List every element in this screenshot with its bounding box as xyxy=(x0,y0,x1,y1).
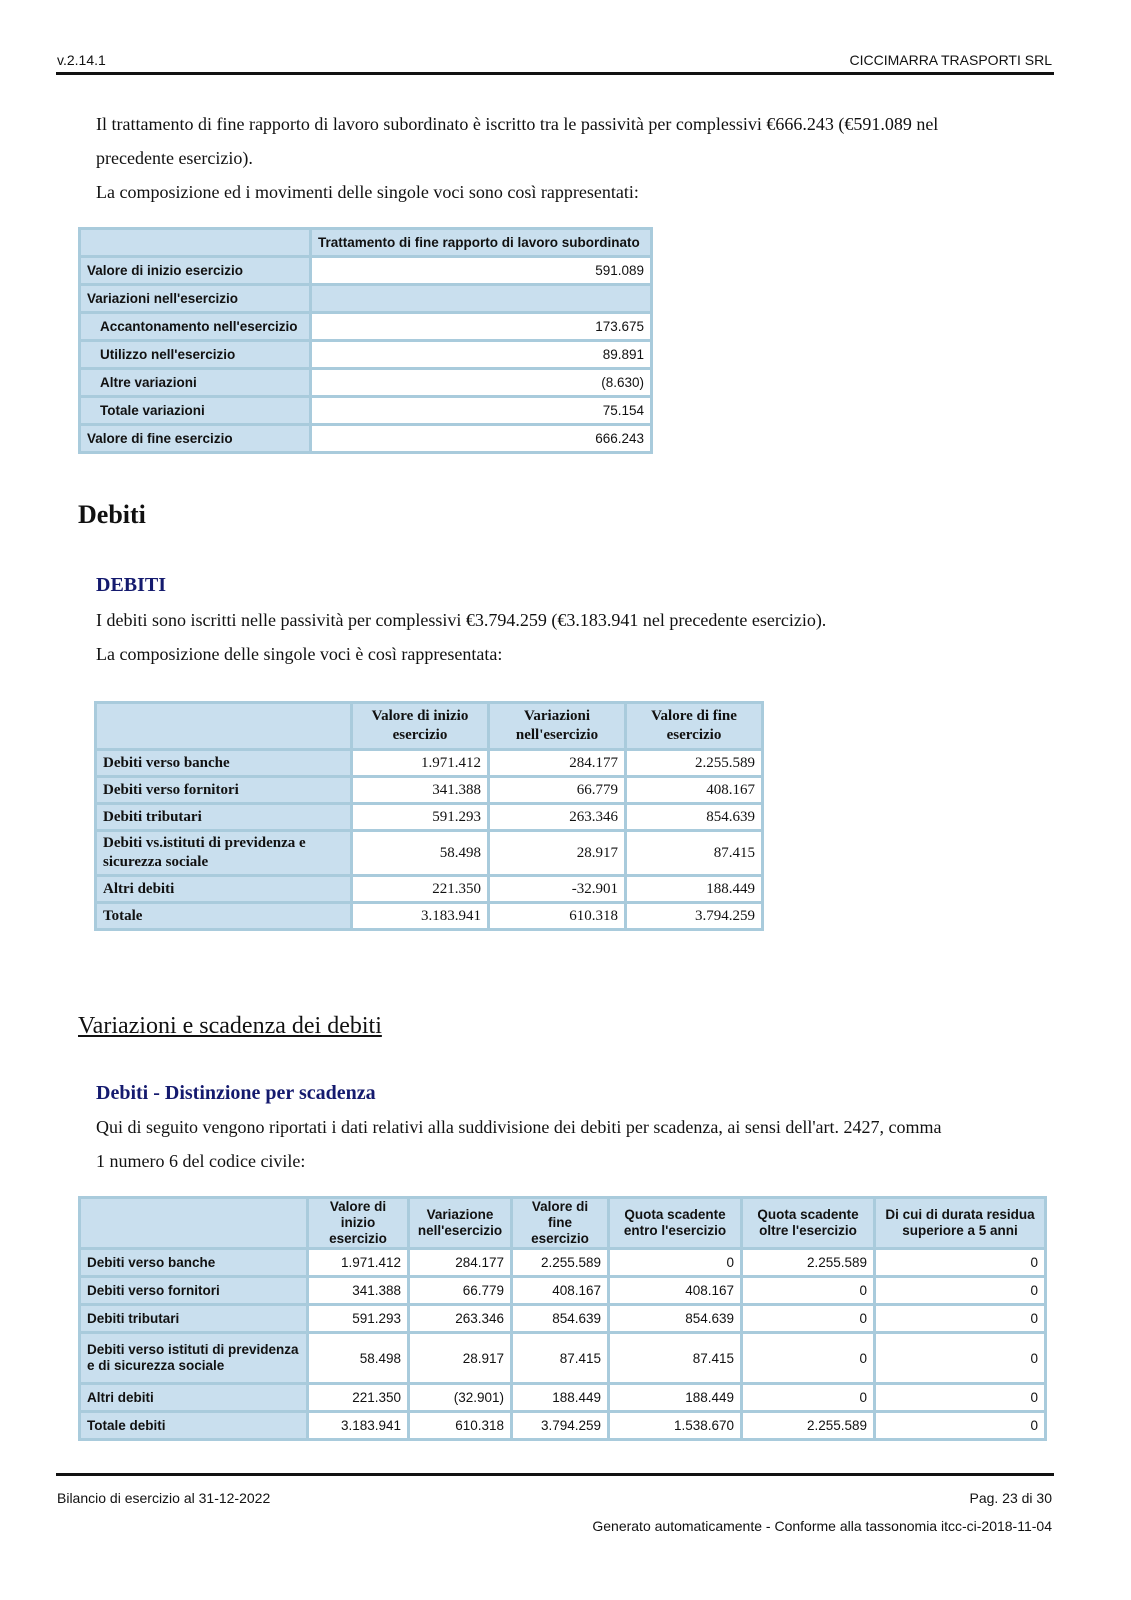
table-row xyxy=(80,1305,1046,1333)
cell: 341.388 xyxy=(308,1277,409,1305)
cell: 591.293 xyxy=(308,1305,409,1333)
subheading-debiti: DEBITI xyxy=(96,574,167,596)
row-label: Valore di fine esercizio xyxy=(80,425,311,453)
row-value: 75.154 xyxy=(311,397,652,425)
cell: 3.794.259 xyxy=(512,1412,609,1440)
table-row-total xyxy=(96,903,763,930)
row-value: 173.675 xyxy=(311,313,652,341)
cell: 1.538.670 xyxy=(609,1412,742,1440)
cell: 0 xyxy=(875,1305,1046,1333)
header-rule xyxy=(56,72,1054,75)
row-label: Totale debiti xyxy=(80,1412,308,1440)
cell: 188.449 xyxy=(609,1384,742,1412)
table-row xyxy=(80,397,652,425)
table-row xyxy=(80,257,652,285)
row-value: 666.243 xyxy=(311,425,652,453)
cell: 0 xyxy=(609,1249,742,1277)
table-row xyxy=(96,777,763,804)
cell: 3.794.259 xyxy=(626,903,763,930)
tfr-intro-line-1: Il trattamento di fine rapporto di lavoro subordinato è iscritto tra le passività per complessivi €666.243 (€591.089 nel xyxy=(96,114,939,134)
cell: 0 xyxy=(742,1333,875,1384)
cell: 0 xyxy=(742,1305,875,1333)
cell: 610.318 xyxy=(489,903,626,930)
table-row xyxy=(96,750,763,777)
tfr-intro xyxy=(96,107,1016,209)
table-row xyxy=(80,1277,1046,1305)
tfr-intro-line-3: La composizione ed i movimenti delle singole voci sono così rappresentati: xyxy=(96,182,639,202)
table-row xyxy=(96,804,763,831)
table-row xyxy=(80,1333,1046,1384)
row-label: Altre variazioni xyxy=(80,369,311,397)
table-row xyxy=(80,341,652,369)
row-label: Debiti tributari xyxy=(80,1305,308,1333)
row-label: Debiti verso istituti di previdenza e di sicurezza sociale xyxy=(80,1333,308,1384)
cell: 87.415 xyxy=(609,1333,742,1384)
table-header-col: Quota scadente entro l'esercizio xyxy=(609,1198,742,1249)
cell: 28.917 xyxy=(489,831,626,876)
cell: 66.779 xyxy=(489,777,626,804)
cell: 66.779 xyxy=(409,1277,512,1305)
scadenza-table xyxy=(78,1196,1047,1441)
cell: 0 xyxy=(875,1384,1046,1412)
table-header-empty xyxy=(96,703,352,750)
table-row xyxy=(96,831,763,876)
cell: 0 xyxy=(742,1384,875,1412)
cell: 0 xyxy=(875,1249,1046,1277)
cell: 1.971.412 xyxy=(352,750,489,777)
row-label: Debiti verso banche xyxy=(80,1249,308,1277)
scadenza-intro-line-2: 1 numero 6 del codice civile: xyxy=(96,1151,306,1171)
cell: 0 xyxy=(742,1277,875,1305)
table-row xyxy=(96,876,763,903)
cell: 408.167 xyxy=(626,777,763,804)
row-value: 591.089 xyxy=(311,257,652,285)
cell: 221.350 xyxy=(352,876,489,903)
scadenza-intro-line-1: Qui di seguito vengono riportati i dati relativi alla suddivisione dei debiti per scadenza, ai sensi dell'art. 2427, comma xyxy=(96,1117,942,1137)
row-label: Altri debiti xyxy=(80,1384,308,1412)
cell: 0 xyxy=(875,1412,1046,1440)
cell: 0 xyxy=(875,1333,1046,1384)
cell: -32.901 xyxy=(489,876,626,903)
row-label: Accantonamento nell'esercizio xyxy=(80,313,311,341)
table-header-col: Di cui di durata residua superiore a 5 anni xyxy=(875,1198,1046,1249)
table-header-row xyxy=(80,1198,1046,1249)
debiti-intro-line-2: La composizione delle singole voci è così rappresentata: xyxy=(96,644,503,664)
cell: (32.901) xyxy=(409,1384,512,1412)
table-header-row xyxy=(96,703,763,750)
row-value: 89.891 xyxy=(311,341,652,369)
cell: 28.917 xyxy=(409,1333,512,1384)
cell: 284.177 xyxy=(489,750,626,777)
cell: 0 xyxy=(875,1277,1046,1305)
footer-generated-note: Generato automaticamente - Conforme alla tassonomia itcc-ci-2018-11-04 xyxy=(592,1518,1052,1534)
row-value: (8.630) xyxy=(311,369,652,397)
table-header-col: Valore di inizio esercizio xyxy=(308,1198,409,1249)
table-header-col: Quota scadente oltre l'esercizio xyxy=(742,1198,875,1249)
cell: 284.177 xyxy=(409,1249,512,1277)
cell: 341.388 xyxy=(352,777,489,804)
row-label: Debiti verso banche xyxy=(96,750,352,777)
cell: 263.346 xyxy=(489,804,626,831)
section-heading-variazioni: Variazioni e scadenza dei debiti xyxy=(78,1013,382,1039)
row-label: Totale variazioni xyxy=(80,397,311,425)
table-row-total xyxy=(80,1412,1046,1440)
debiti-intro-line-1: I debiti sono iscritti nelle passività per complessivi €3.794.259 (€3.183.941 nel precedente esercizio). xyxy=(96,610,827,630)
cell: 87.415 xyxy=(512,1333,609,1384)
table-row xyxy=(80,369,652,397)
row-label: Altri debiti xyxy=(96,876,352,903)
cell: 2.255.589 xyxy=(742,1412,875,1440)
row-value xyxy=(311,285,652,313)
cell: 58.498 xyxy=(308,1333,409,1384)
table-row xyxy=(80,1249,1046,1277)
subheading-scadenza: Debiti - Distinzione per scadenza xyxy=(96,1082,376,1104)
cell: 610.318 xyxy=(409,1412,512,1440)
cell: 188.449 xyxy=(626,876,763,903)
table-header-col: Variazione nell'esercizio xyxy=(409,1198,512,1249)
row-label: Valore di inizio esercizio xyxy=(80,257,311,285)
cell: 221.350 xyxy=(308,1384,409,1412)
row-label: Totale xyxy=(96,903,352,930)
cell: 854.639 xyxy=(626,804,763,831)
document-version: v.2.14.1 xyxy=(57,52,106,68)
table-header-col: Valore di fine esercizio xyxy=(626,703,763,750)
footer-report-date: Bilancio di esercizio al 31-12-2022 xyxy=(57,1490,271,1506)
cell: 2.255.589 xyxy=(742,1249,875,1277)
footer-rule xyxy=(56,1473,1054,1476)
table-row xyxy=(80,425,652,453)
footer-page-number: Pag. 23 di 30 xyxy=(969,1490,1052,1506)
table-header-row xyxy=(80,229,652,257)
row-label: Variazioni nell'esercizio xyxy=(80,285,311,313)
tfr-table xyxy=(78,227,653,454)
cell: 408.167 xyxy=(609,1277,742,1305)
scadenza-intro xyxy=(96,1110,1016,1178)
cell: 3.183.941 xyxy=(352,903,489,930)
table-header-col: Variazioni nell'esercizio xyxy=(489,703,626,750)
debiti-intro xyxy=(96,603,1016,671)
company-name: CICCIMARRA TRASPORTI SRL xyxy=(849,52,1052,68)
cell: 408.167 xyxy=(512,1277,609,1305)
cell: 2.255.589 xyxy=(512,1249,609,1277)
cell: 87.415 xyxy=(626,831,763,876)
row-label: Debiti vs.istituti di previdenza e sicurezza sociale xyxy=(96,831,352,876)
table-header-tfr: Trattamento di fine rapporto di lavoro subordinato xyxy=(311,229,652,257)
tfr-intro-line-2: precedente esercizio). xyxy=(96,148,253,168)
cell: 854.639 xyxy=(609,1305,742,1333)
table-row xyxy=(80,285,652,313)
row-label: Debiti verso fornitori xyxy=(96,777,352,804)
row-label: Debiti tributari xyxy=(96,804,352,831)
cell: 2.255.589 xyxy=(626,750,763,777)
cell: 3.183.941 xyxy=(308,1412,409,1440)
cell: 854.639 xyxy=(512,1305,609,1333)
table-header-empty xyxy=(80,229,311,257)
debiti-table xyxy=(94,701,764,931)
table-header-empty xyxy=(80,1198,308,1249)
cell: 188.449 xyxy=(512,1384,609,1412)
table-header-col: Valore di inizio esercizio xyxy=(352,703,489,750)
table-row xyxy=(80,313,652,341)
table-row xyxy=(80,1384,1046,1412)
section-heading-debiti: Debiti xyxy=(78,500,146,529)
row-label: Utilizzo nell'esercizio xyxy=(80,341,311,369)
cell: 58.498 xyxy=(352,831,489,876)
table-header-col: Valore di fine esercizio xyxy=(512,1198,609,1249)
cell: 263.346 xyxy=(409,1305,512,1333)
cell: 1.971.412 xyxy=(308,1249,409,1277)
row-label: Debiti verso fornitori xyxy=(80,1277,308,1305)
cell: 591.293 xyxy=(352,804,489,831)
